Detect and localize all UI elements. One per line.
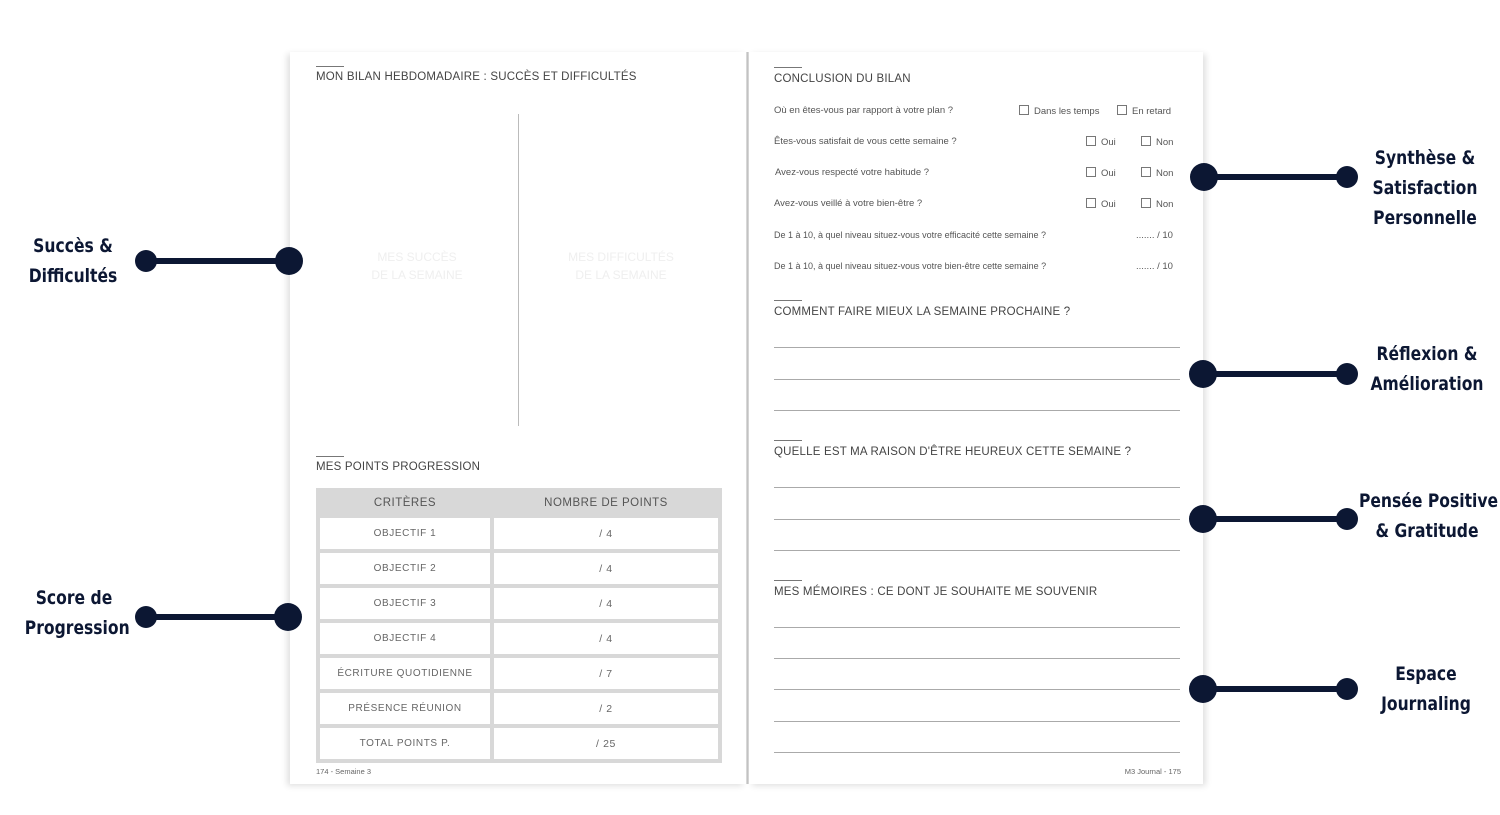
annotation-synthesis	[1370, 143, 1480, 233]
success-placeholder-line1: MES SUCCÈS	[377, 250, 457, 264]
question-satisfied-row	[774, 136, 1181, 152]
checkbox-icon[interactable]	[1086, 198, 1096, 208]
criterion-cell: OBJECTIF 3	[320, 588, 490, 619]
connector-line	[1204, 174, 1346, 180]
difficulty-placeholder-line1: MES DIFFICULTÉS	[568, 250, 674, 264]
improve-rule	[774, 300, 802, 301]
connector-end-dot	[1336, 166, 1358, 188]
annotation-line: Espace	[1395, 663, 1457, 685]
table-row	[320, 553, 718, 584]
rating-wellbeing-row	[774, 261, 1181, 277]
annotation-progress-score	[24, 583, 130, 643]
option-label: Non	[1156, 168, 1174, 179]
criterion-cell: OBJECTIF 4	[320, 623, 490, 654]
table-row	[320, 693, 718, 724]
table-row	[320, 658, 718, 689]
rating-text: De 1 à 10, à quel niveau situez-vous votre bien-être cette semaine ?	[774, 261, 1047, 271]
points-cell[interactable]: / 4	[494, 553, 718, 584]
difficulty-placeholder	[526, 248, 716, 284]
rating-text: De 1 à 10, à quel niveau situez-vous votre efficacité cette semaine ?	[774, 230, 1046, 240]
points-cell[interactable]: / 7	[494, 658, 718, 689]
connector-end-dot	[1336, 678, 1358, 700]
rating-blank[interactable]: ....... / 10	[1136, 261, 1173, 272]
criterion-cell: PRÉSENCE RÉUNION	[320, 693, 490, 724]
question-text: Avez-vous veillé à votre bien-être ?	[774, 198, 923, 209]
connector-end-dot	[1336, 363, 1358, 385]
right-journal-page	[749, 52, 1203, 784]
progress-rule	[316, 456, 344, 457]
option-no[interactable]	[1141, 198, 1173, 210]
annotation-journaling	[1375, 659, 1477, 719]
table-header-row	[320, 492, 718, 514]
checkbox-icon[interactable]	[1141, 167, 1151, 177]
criterion-cell: OBJECTIF 2	[320, 553, 490, 584]
checkbox-icon[interactable]	[1141, 198, 1151, 208]
points-cell[interactable]: / 4	[494, 518, 718, 549]
criterion-cell: TOTAL POINTS P.	[320, 728, 490, 759]
success-placeholder	[322, 248, 512, 284]
right-page-footer: M3 Journal - 175	[1124, 767, 1181, 776]
writing-line[interactable]	[774, 487, 1180, 488]
annotation-line: Pensée Positive	[1358, 490, 1499, 512]
checkbox-icon[interactable]	[1117, 105, 1127, 115]
table-row	[320, 623, 718, 654]
memories-title: MES MÉMOIRES : CE DONT JE SOUHAITE ME SOUVENIR	[774, 586, 1098, 598]
option-on-time[interactable]	[1019, 105, 1099, 117]
question-text: Avez-vous respecté votre habitude ?	[775, 167, 930, 178]
annotation-line: Satisfaction	[1372, 177, 1478, 199]
option-label: En retard	[1132, 106, 1172, 117]
connector-end-dot	[274, 603, 302, 631]
column-divider	[518, 114, 519, 426]
points-header: NOMBRE DE POINTS	[494, 492, 718, 514]
checkbox-icon[interactable]	[1141, 136, 1151, 146]
checkbox-icon[interactable]	[1086, 136, 1096, 146]
writing-line[interactable]	[774, 721, 1180, 722]
writing-line[interactable]	[774, 627, 1180, 628]
option-label: Non	[1156, 199, 1174, 210]
writing-line[interactable]	[774, 519, 1180, 520]
connector-line	[146, 614, 288, 620]
writing-line[interactable]	[774, 410, 1180, 411]
writing-line[interactable]	[774, 689, 1180, 690]
criterion-cell: ÉCRITURE QUOTIDIENNE	[320, 658, 490, 689]
connector-end-dot	[1336, 508, 1358, 530]
criterion-cell: OBJECTIF 1	[320, 518, 490, 549]
checkbox-icon[interactable]	[1019, 105, 1029, 115]
option-yes[interactable]	[1086, 167, 1116, 179]
question-wellbeing-row	[774, 198, 1181, 214]
writing-line[interactable]	[774, 658, 1180, 659]
connector-line	[1203, 516, 1346, 522]
table-row	[320, 518, 718, 549]
annotation-line: Progression	[24, 617, 130, 639]
points-cell[interactable]: / 2	[494, 693, 718, 724]
rating-blank[interactable]: ....... / 10	[1136, 230, 1173, 241]
annotation-reflection	[1366, 339, 1489, 399]
option-label: Non	[1156, 137, 1174, 148]
memories-rule	[774, 580, 802, 581]
annotation-positive-thinking	[1358, 486, 1499, 546]
conclusion-rule	[774, 67, 802, 68]
title-rule	[316, 66, 344, 67]
happy-rule	[774, 440, 802, 441]
table-row-total	[320, 728, 718, 759]
option-label: Oui	[1101, 168, 1116, 179]
writing-line[interactable]	[774, 550, 1180, 551]
option-yes[interactable]	[1086, 136, 1116, 148]
option-label: Dans les temps	[1034, 106, 1100, 117]
annotation-line: Journaling	[1381, 693, 1471, 715]
left-journal-page	[290, 52, 746, 784]
checkbox-icon[interactable]	[1086, 167, 1096, 177]
table-row	[320, 588, 718, 619]
criteria-header: CRITÈRES	[320, 492, 490, 514]
connector-line	[1203, 371, 1346, 377]
question-habit-row	[774, 167, 1181, 183]
connector-line	[146, 258, 288, 264]
option-label: Oui	[1101, 137, 1116, 148]
annotation-success-difficulties	[28, 231, 118, 291]
connector-end-dot	[275, 247, 303, 275]
option-late[interactable]	[1117, 105, 1171, 117]
points-cell[interactable]: / 25	[494, 728, 718, 759]
annotation-line: Difficultés	[28, 265, 118, 287]
difficulty-placeholder-line2: DE LA SEMAINE	[575, 268, 667, 282]
writing-line[interactable]	[774, 752, 1180, 753]
points-cell[interactable]: / 4	[494, 588, 718, 619]
improve-title: COMMENT FAIRE MIEUX LA SEMAINE PROCHAINE ?	[774, 306, 1071, 318]
weekly-review-title: MON BILAN HEBDOMADAIRE : SUCCÈS ET DIFFICULTÉS	[316, 71, 637, 83]
conclusion-title: CONCLUSION DU BILAN	[774, 73, 911, 85]
option-yes[interactable]	[1086, 198, 1116, 210]
question-text: Êtes-vous satisfait de vous cette semaine ?	[774, 136, 957, 147]
annotation-line: Personnelle	[1373, 207, 1477, 229]
annotation-line: Amélioration	[1370, 373, 1484, 395]
question-plan-row	[774, 105, 1181, 121]
annotation-line: Score de	[35, 587, 113, 609]
points-cell[interactable]: / 4	[494, 623, 718, 654]
annotation-line: Synthèse &	[1374, 147, 1476, 169]
happy-title: QUELLE EST MA RAISON D'ÊTRE HEUREUX CETTE SEMAINE ?	[774, 446, 1132, 458]
annotation-line: Réflexion &	[1376, 343, 1478, 365]
progress-score-table	[316, 488, 722, 763]
success-placeholder-line2: DE LA SEMAINE	[371, 268, 463, 282]
question-text: Où en êtes-vous par rapport à votre plan ?	[774, 105, 954, 116]
option-no[interactable]	[1141, 136, 1173, 148]
annotation-line: & Gratitude	[1375, 520, 1479, 542]
left-page-footer: 174 - Semaine 3	[316, 767, 372, 776]
option-no[interactable]	[1141, 167, 1173, 179]
option-label: Oui	[1101, 199, 1116, 210]
rating-efficiency-row	[774, 230, 1181, 246]
progress-title: MES POINTS PROGRESSION	[316, 461, 481, 473]
annotation-line: Succès &	[33, 235, 113, 257]
writing-line[interactable]	[774, 347, 1180, 348]
connector-line	[1203, 686, 1346, 692]
writing-line[interactable]	[774, 379, 1180, 380]
